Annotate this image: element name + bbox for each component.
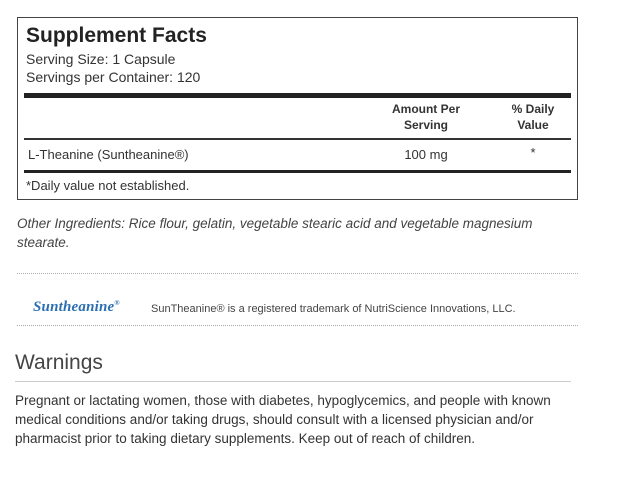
header-divider [24, 138, 571, 140]
warnings-heading: Warnings [15, 351, 103, 374]
facts-title: Supplement Facts [26, 24, 207, 47]
bottom-divider [24, 170, 571, 173]
nutrient-amount: 100 mg [404, 147, 448, 162]
other-ingredients: Other Ingredients: Rice flour, gelatin, vegetable stearic acid and vegetable magnesium stearate. [17, 216, 533, 250]
column-header-dv-line2: Value [517, 118, 549, 132]
trademark-note: SunTheanine® is a registered trademark of NutriScience Innovations, LLC. [151, 303, 516, 315]
warnings-divider [15, 381, 571, 382]
column-header-dv-line1: % Daily [511, 102, 555, 116]
nutrient-daily-value: * [530, 145, 536, 160]
logo-text: Suntheanine [33, 299, 115, 315]
dotted-divider [17, 325, 578, 326]
warnings-text: Pregnant or lactating women, those with diabetes, hypoglycemics, and people with known medical conditions and/or taking drugs, should consult with a licensed physician and/or pharmacist prior to taking dietary supplements. Keep out of reach of children. [15, 393, 551, 446]
daily-value-footnote: *Daily value not established. [26, 178, 190, 193]
column-header-amount-line1: Amount Per [391, 102, 460, 116]
suntheanine-logo [33, 299, 120, 316]
serving-size: Serving Size: 1 Capsule [26, 51, 176, 67]
supplement-facts-panel [17, 17, 578, 200]
thick-divider [24, 93, 571, 98]
nutrient-name: L-Theanine (Suntheanine®) [28, 147, 189, 162]
servings-per-container: Servings per Container: 120 [26, 69, 201, 85]
logo-registered-mark: ® [114, 299, 120, 307]
dotted-divider [17, 273, 578, 274]
column-header-amount-line2: Serving [403, 118, 448, 132]
column-header-amount [374, 101, 478, 133]
column-header-daily-value [502, 101, 564, 133]
